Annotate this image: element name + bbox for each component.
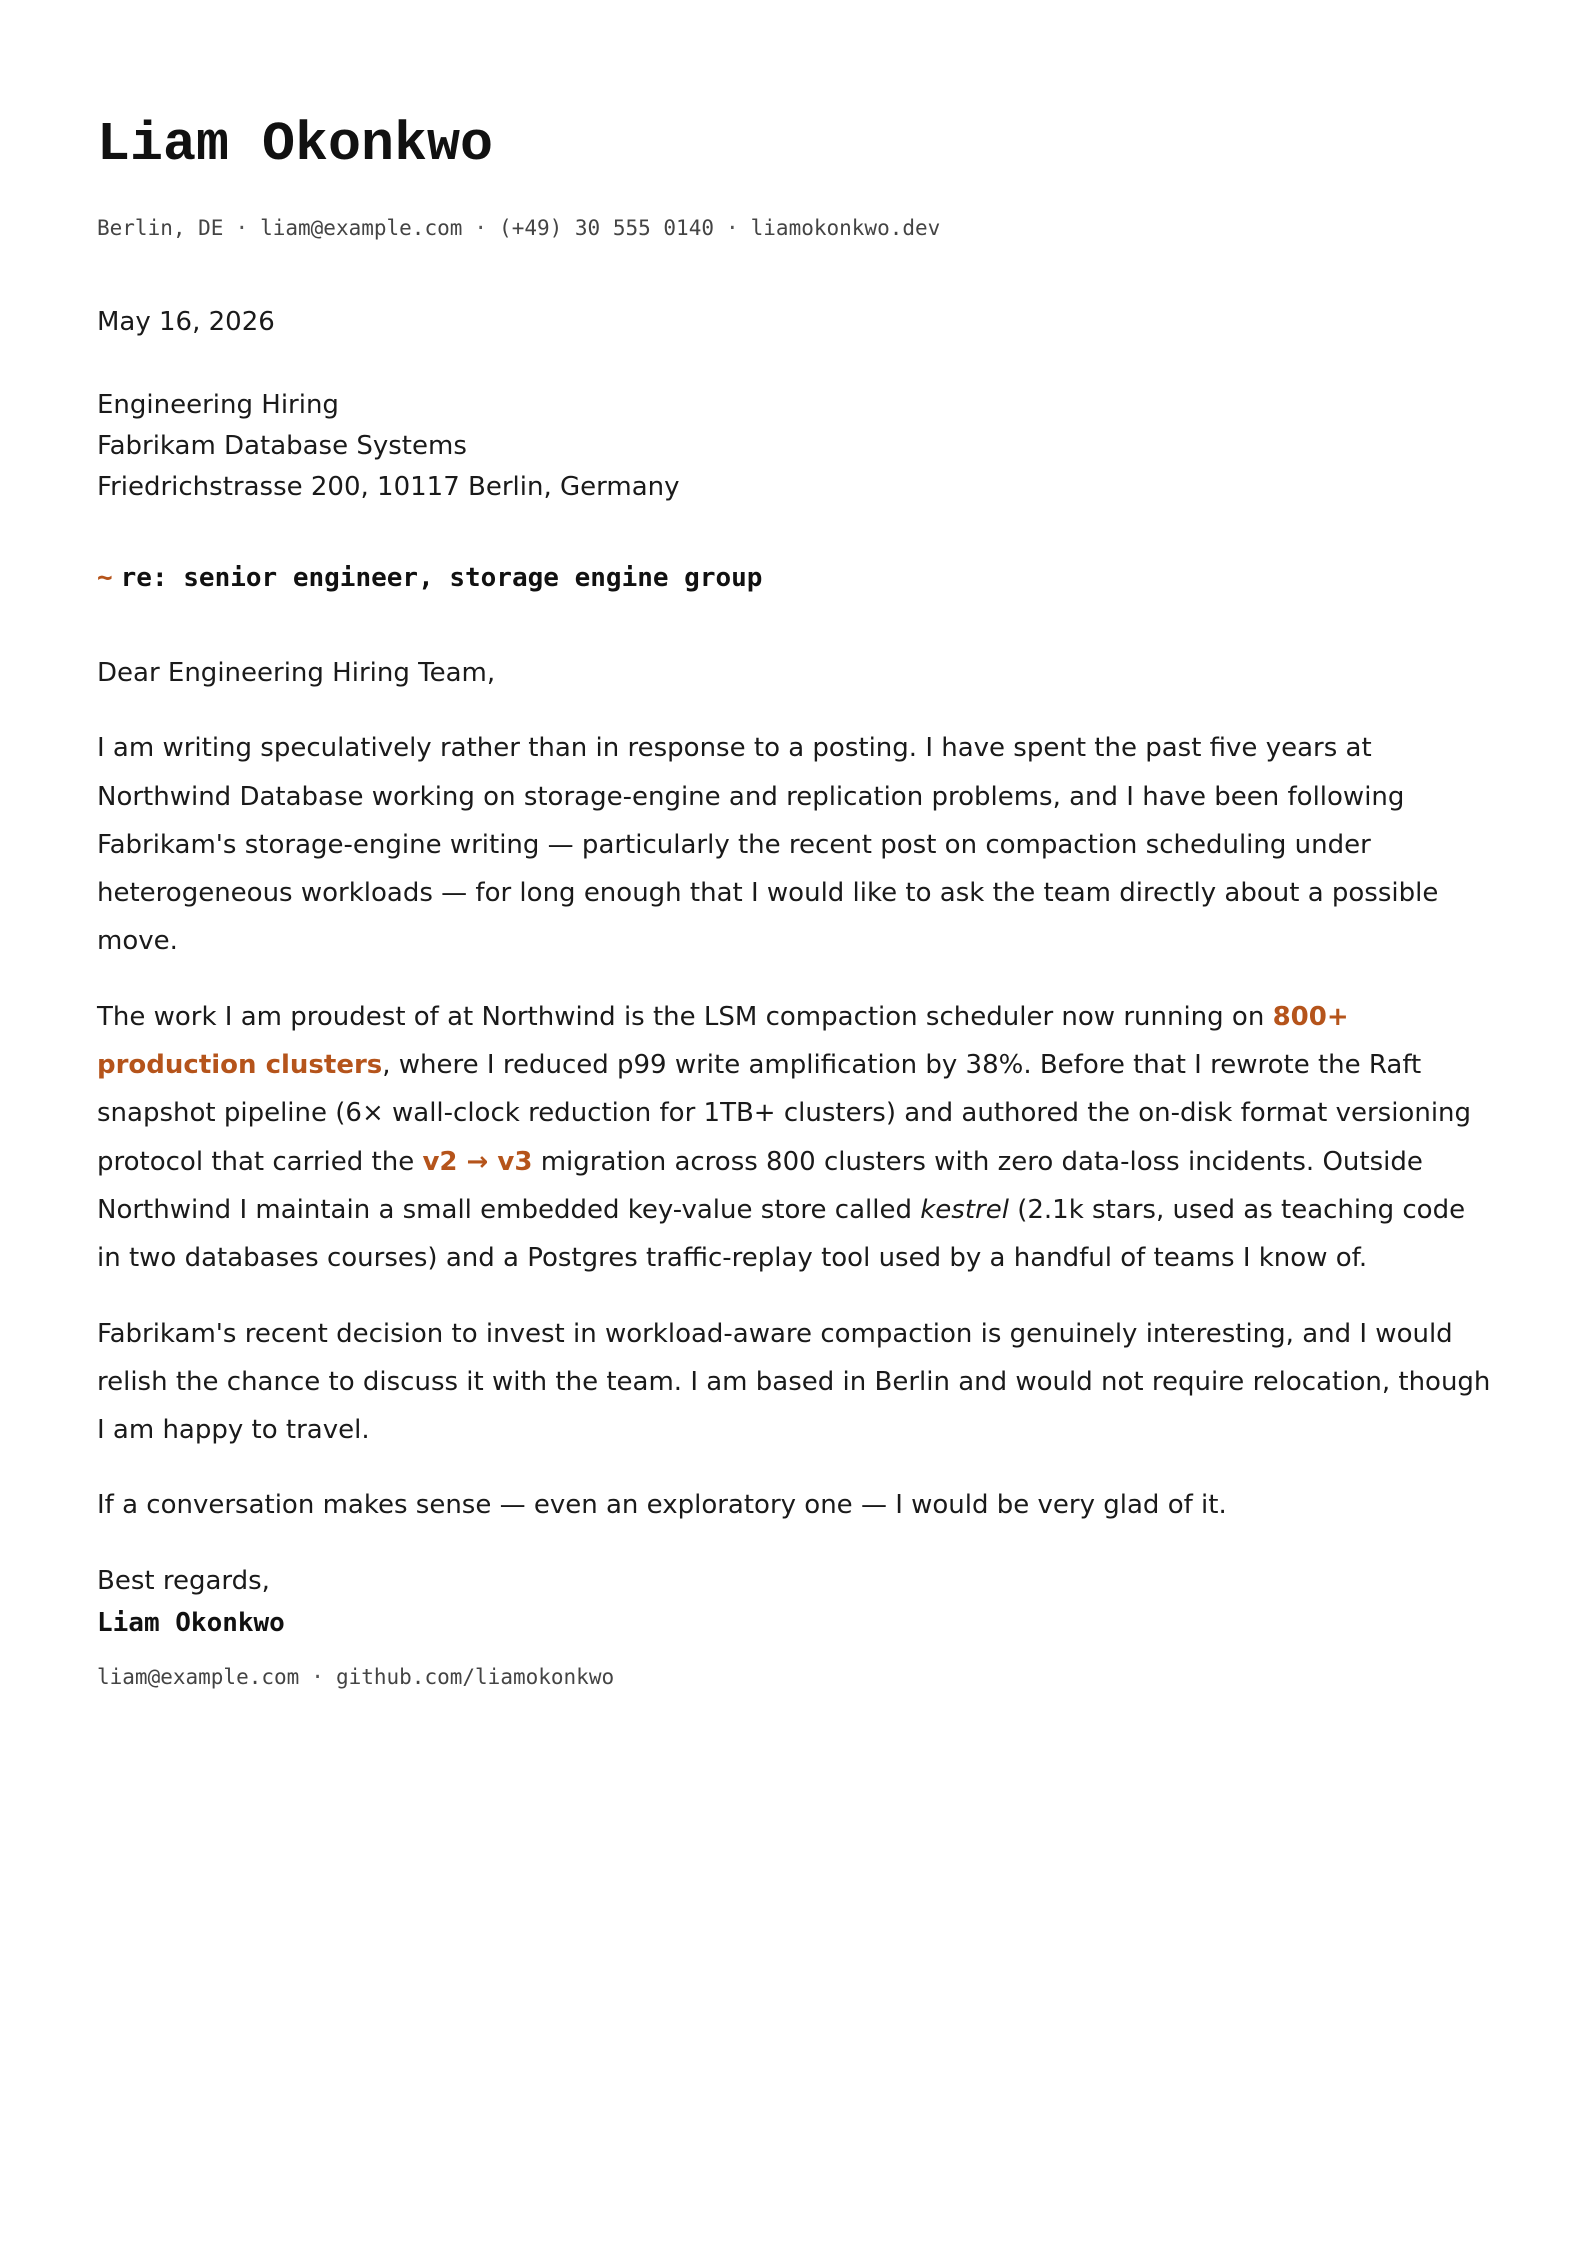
signature-github[interactable]: github.com/liamokonkwo	[335, 1665, 615, 1689]
letter-body	[97, 649, 1497, 1632]
subject-marker: ~	[97, 563, 113, 593]
contact-website[interactable]: liamokonkwo.dev	[750, 216, 941, 240]
signature-name: Liam Okonkwo	[97, 1608, 285, 1638]
paragraph-work-text: migration across 800 clusters with zero data-loss incidents. Outside Northwind I maintain a small embedded key-value store called	[97, 1146, 1423, 1225]
closing: Best regards,	[97, 1565, 270, 1596]
paragraph-work-text: , where I reduced p99 write amplification by 38%. Before that I rewrote the Raft snapshot pipeline (6× wall-clock reduction for 1TB+ clusters) and authored the on-disk format versioning protocol that carried the	[97, 1050, 1472, 1177]
paragraph-intro: I am writing speculatively rather than in response to a posting. I have spent the past five years at Northwind Database working on storage-engine and replication problems, and I have been following Fabrikam's storage-engine writing — particularly the recent post on compaction scheduling under heterogeneous workloads — for long enough that I would like to ask the team directly about a possible move.	[97, 733, 1439, 957]
paragraph-work-text: The work I am proudest of at Northwind is the LSM compaction scheduler now running on	[97, 1001, 1273, 1032]
signature-email[interactable]: liam@example.com	[97, 1665, 300, 1689]
subject-text: re: senior engineer, storage engine group	[120, 563, 763, 593]
paragraph-interest: Fabrikam's recent decision to invest in workload-aware compaction is genuinely interesting, and I would relish the chance to discuss it with the team. I am based in Berlin and would not require relocation, though I am happy to travel.	[97, 1318, 1491, 1446]
contact-location: Berlin, DE	[97, 216, 224, 240]
contact-separator: ·	[725, 216, 739, 240]
contact-line	[97, 213, 940, 243]
recipient-line-company: Fabrikam Database Systems	[97, 431, 467, 461]
paragraph-work-text: (2.1k stars, used as teaching code in two databases courses) and a Postgres traffic-replay tool used by a handful of teams I know of.	[97, 1194, 1466, 1274]
recipient-line-street: Friedrichstrasse 200, 10117 Berlin, Germany	[97, 472, 680, 502]
signature-separator: ·	[311, 1665, 324, 1689]
contact-phone[interactable]: (+49) 30 555 0140	[499, 216, 714, 240]
highlight-clusters: 800+ production clusters	[97, 1001, 1349, 1081]
project-name-kestrel: kestrel	[920, 1194, 1009, 1225]
contact-separator: ·	[474, 216, 488, 240]
highlight-migration: v2 → v3	[422, 1146, 533, 1177]
paragraph-request: If a conversation makes sense — even an exploratory one — I would be very glad of it.	[97, 1490, 1227, 1521]
applicant-name: Liam Okonkwo	[97, 113, 494, 176]
contact-email[interactable]: liam@example.com	[260, 216, 463, 240]
recipient-line-team: Engineering Hiring	[97, 390, 339, 420]
subject-line	[97, 560, 762, 596]
salutation: Dear Engineering Hiring Team,	[97, 658, 496, 688]
recipient-address	[97, 385, 680, 508]
contact-separator: ·	[235, 216, 249, 240]
signature-contact	[97, 1662, 614, 1692]
paragraph-work	[97, 993, 1497, 1283]
letter-date: May 16, 2026	[97, 307, 275, 337]
